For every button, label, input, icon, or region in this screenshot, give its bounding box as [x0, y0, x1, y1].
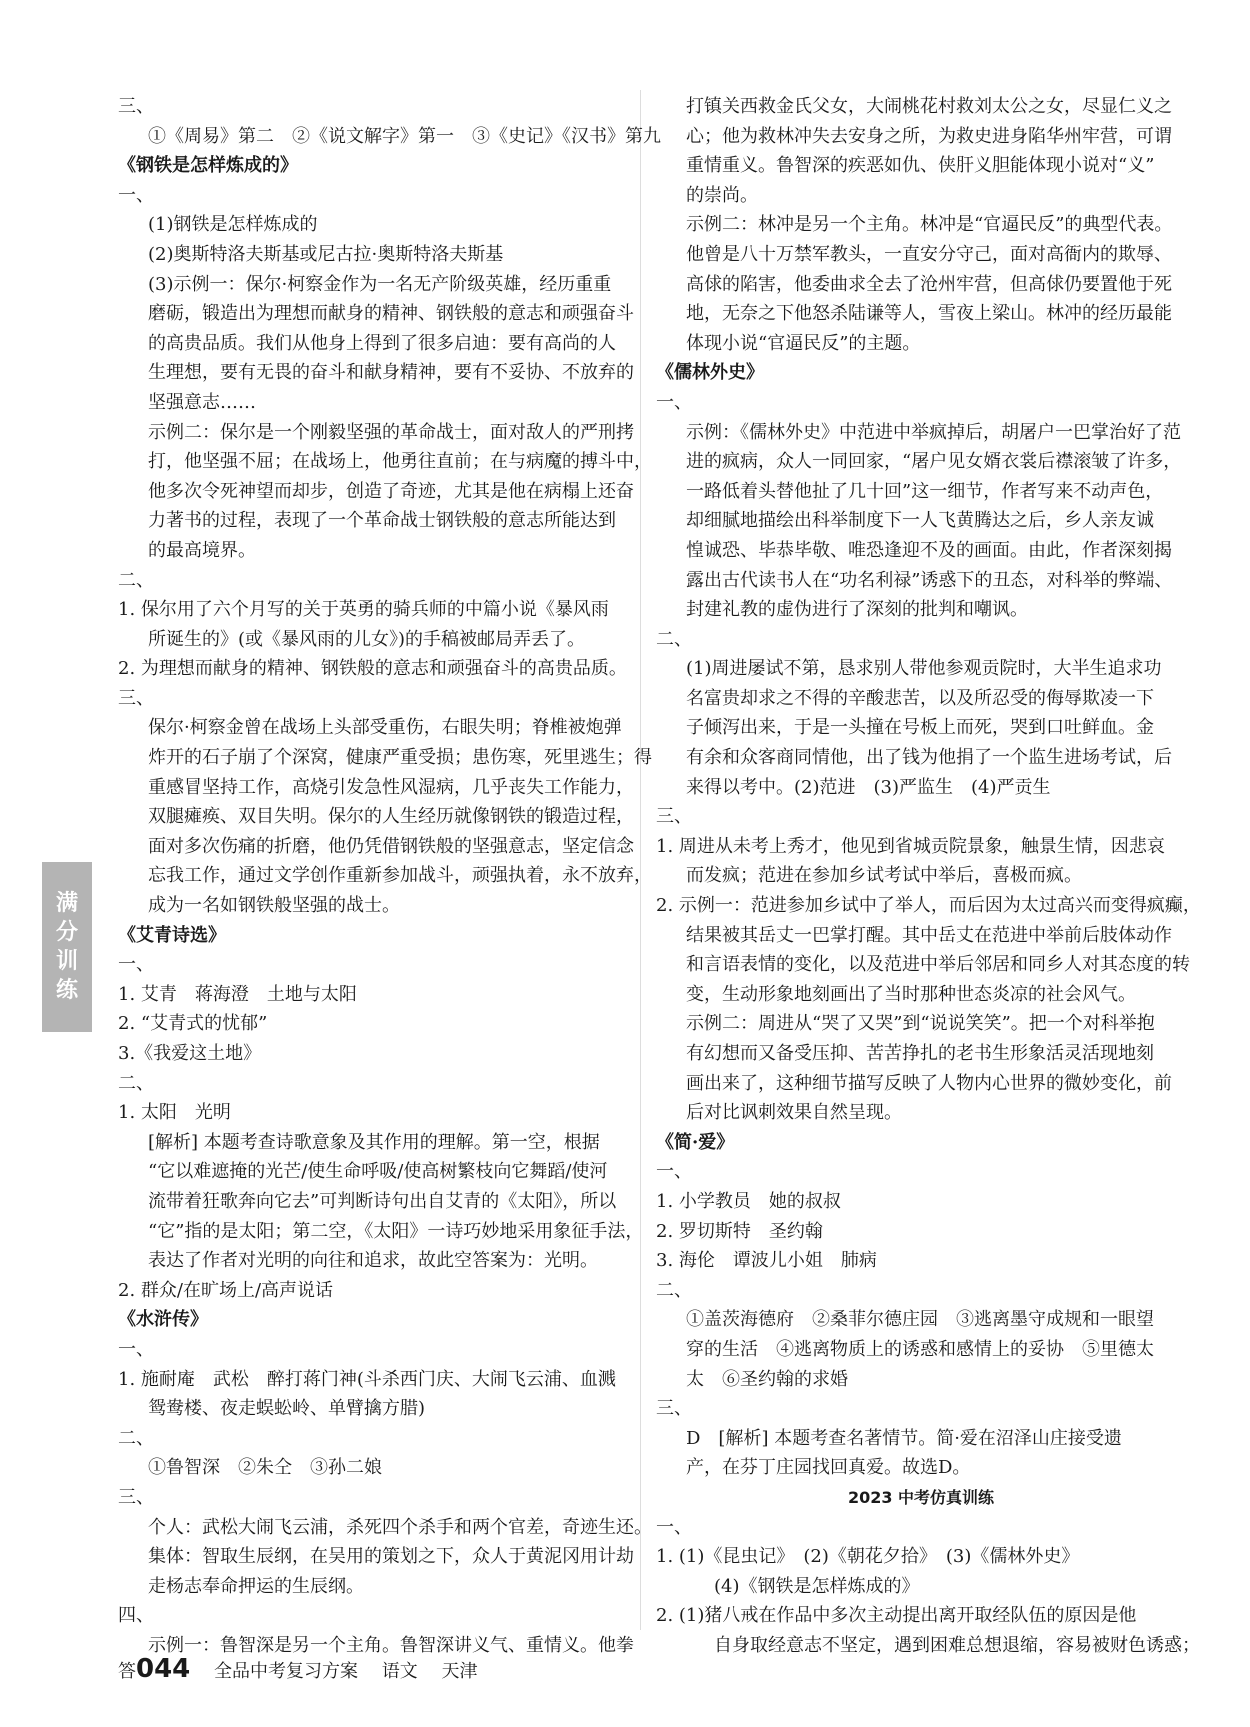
answer-line: 来得以考中。(2)范进 (3)严监生 (4)严贡生 [686, 776, 1051, 798]
sidebar-char: 练 [55, 978, 78, 1003]
page-footer [118, 1654, 477, 1684]
answer-line: 自身取经意志不坚定，遇到困难总想退缩，容易被财色诱惑； [714, 1634, 1200, 1656]
book-section-title: 《艾青诗选》 [118, 924, 226, 946]
left-column [118, 92, 661, 1660]
right-column [656, 92, 1201, 1660]
answer-line: 的崇尚。 [686, 184, 758, 206]
answer-line: ①《周易》第二 ②《说文解字》第一 ③《史记》《汉书》第九 [148, 125, 661, 147]
answer-line: 2. “艾青式的忧郁” [118, 1013, 268, 1035]
answer-line: 所诞生的》(或《暴风雨的儿女》)的手稿被邮局弄丢了。 [148, 628, 586, 650]
answer-line: 后对比讽刺效果自然呈现。 [686, 1102, 902, 1124]
section-heading: 一、 [118, 1338, 154, 1360]
answer-line: 1. 太阳 光明 [118, 1102, 231, 1124]
section-heading: 三、 [118, 687, 154, 709]
answer-line: 集体：智取生辰纲，在吴用的策划之下，众人于黄泥冈用计劫 [148, 1546, 634, 1568]
answer-line: 重感冒坚持工作，高烧引发急性风湿病，几乎丧失工作能力， [148, 776, 634, 798]
answer-line: 流带着狂歌奔向它去”可判断诗句出自艾青的《太阳》，所以 [148, 1190, 617, 1212]
answer-line: 重情重义。鲁智深的疾恶如仇、侠肝义胆能体现小说对“义” [686, 155, 1155, 177]
answer-line: 画出来了，这种细节描写反映了人物内心世界的微妙变化，前 [686, 1072, 1172, 1094]
answer-line: 惶诚恐、毕恭毕敬、唯恐逢迎不及的画面。由此，作者深刻揭 [686, 539, 1172, 561]
answer-line: 体现小说“官逼民反”的主题。 [686, 332, 921, 354]
answer-line: “它”指的是太阳；第二空，《太阳》一诗巧妙地采用象征手法， [148, 1220, 644, 1242]
answer-line: 1. 艾青 蒋海澄 土地与太阳 [118, 983, 357, 1005]
answer-line: 力著书的过程，表现了一个革命战士钢铁般的意志所能达到 [148, 510, 616, 532]
answer-line: 示例二：保尔是一个刚毅坚强的革命战士，面对敌人的严刑拷 [148, 421, 634, 443]
answer-line: 鸳鸯楼、夜走蜈蚣岭、单臂擒方腊) [148, 1398, 426, 1420]
section-heading: 三、 [656, 806, 692, 828]
answer-line: 封建礼教的虚伪进行了深刻的批判和嘲讽。 [686, 599, 1028, 621]
book-title: 全品中考复习方案 [214, 1661, 359, 1682]
answer-line: 子倾泻出来，于是一头撞在号板上而死，哭到口吐鲜血。金 [686, 717, 1154, 739]
answer-line: ①鲁智深 ②朱仝 ③孙二娘 [148, 1457, 382, 1479]
answer-line: 穿的生活 ④逃离物质上的诱惑和感情上的妥协 ⑤里德太 [686, 1338, 1154, 1360]
answer-line: 生理想，要有无畏的奋斗和献身精神，要有不妥协、不放弃的 [148, 362, 634, 384]
answer-line: 心；他为救林冲失去安身之所，为救史进身陷华州牢营，可谓 [686, 125, 1172, 147]
answer-line: 的最高境界。 [148, 539, 256, 561]
answer-line: 进的疯病，众人一同回家，“屠户见女婿衣裳后襟滚皱了许多， [686, 451, 1182, 473]
answer-line: 和言语表情的变化，以及范进中举后邻居和同乡人对其态度的转 [686, 954, 1190, 976]
answer-line: 2. 罗切斯特 圣约翰 [656, 1220, 823, 1242]
section-heading: 三、 [656, 1398, 692, 1420]
section-heading: 一、 [656, 391, 692, 413]
answer-line: 他曾是八十万禁军教头，一直安分守己，面对高衙内的欺辱、 [686, 243, 1172, 265]
section-heading: 二、 [118, 569, 154, 591]
sidebar-char: 满 [55, 891, 78, 916]
page-number: 044 [136, 1654, 191, 1684]
section-heading: 二、 [118, 1072, 154, 1094]
answer-line: 地，无奈之下他怒杀陆谦等人，雪夜上梁山。林冲的经历最能 [686, 303, 1172, 325]
answer-line: 成为一名如钢铁般坚强的战士。 [148, 895, 400, 917]
answer-line: 走杨志奉命押运的生辰纲。 [148, 1575, 364, 1597]
section-heading: 三、 [118, 1486, 154, 1508]
answer-line: ①盖茨海德府 ②桑菲尔德庄园 ③逃离墨守成规和一眼望 [686, 1309, 1154, 1331]
answer-line: 他多次令死神望而却步，创造了奇迹，尤其是他在病榻上还奋 [148, 480, 634, 502]
answer-line: 产，在芬丁庄园找回真爱。故选D。 [686, 1457, 971, 1479]
section-heading: 一、 [656, 1161, 692, 1183]
answer-line: 露出古代读书人在“功名利禄”诱惑下的丑态，对科举的弊端、 [686, 569, 1173, 591]
section-heading: 一、 [656, 1516, 692, 1538]
book-section-title: 《儒林外史》 [656, 362, 764, 384]
sidebar-char: 训 [55, 949, 78, 974]
section-heading: 三、 [118, 96, 154, 117]
book-section-title: 《钢铁是怎样炼成的》 [118, 155, 298, 177]
answer-line: 1. 周进从未考上秀才，他见到省城贡院景象，触景生情，因悲哀 [656, 835, 1165, 857]
answer-line: 名富贵却求之不得的辛酸悲苦，以及所忍受的侮辱欺凌一下 [686, 687, 1154, 709]
answer-line: “它以难遮掩的光芒/使生命呼吸/使高树繁枝向它舞蹈/使河 [148, 1161, 608, 1183]
answer-line: 表达了作者对光明的向往和追求，故此空答案为：光明。 [148, 1250, 598, 1272]
section-heading: 四、 [118, 1605, 154, 1627]
answer-line: 变，生动形象地刻画出了当时那种世态炎凉的社会风气。 [686, 983, 1136, 1005]
answer-line: 有幻想而又备受压抑、苦苦挣扎的老书生形象活灵活现地刻 [686, 1043, 1154, 1064]
answer-line: 1. (1)《昆虫记》 (2)《朝花夕拾》 (3)《儒林外史》 [656, 1546, 1080, 1568]
answer-line: 打，他坚强不屈；在战场上，他勇往直前；在与病魔的搏斗中， [148, 451, 652, 473]
answer-line: 一路低着头替他扯了几十回”这一细节，作者写来不动声色， [686, 480, 1164, 502]
answer-line: 2. (1)猪八戒在作品中多次主动提出离开取经队伍的原因是他 [656, 1605, 1137, 1627]
answer-line: 打镇关西救金氏父女，大闹桃花村救刘太公之女，尽显仁义之 [686, 96, 1172, 117]
answer-line: 3. 海伦 谭波儿小姐 肺病 [656, 1250, 877, 1272]
section-heading: 二、 [656, 1279, 692, 1301]
answer-line: 3.《我爱这土地》 [118, 1043, 262, 1064]
section-heading: 一、 [118, 954, 154, 976]
answer-line: 有余和众客商同情他，出了钱为他捐了一个监生进场考试，后 [686, 747, 1172, 769]
sidebar-char: 分 [55, 920, 78, 945]
answer-line: 结果被其岳丈一巴掌打醒。其中岳丈在范进中举前后肢体动作 [686, 924, 1172, 946]
sidebar-tab [42, 862, 92, 1032]
answer-line: 示例二：林冲是另一个主角。林冲是“官逼民反”的典型代表。 [686, 214, 1173, 236]
answer-line: (4)《钢铁是怎样炼成的》 [714, 1575, 920, 1597]
answer-line: 2. 群众/在旷场上/高声说话 [118, 1279, 334, 1301]
answer-line: 1. 施耐庵 武松 醉打蒋门神(斗杀西门庆、大闹飞云浦、血溅 [118, 1368, 616, 1390]
exam-section-title: 2023 中考仿真训练 [847, 1487, 995, 1507]
answer-line: [解析] 本题考查诗歌意象及其作用的理解。第一空，根据 [148, 1131, 600, 1153]
answer-line: 却细腻地描绘出科举制度下一人飞黄腾达之后，乡人亲友诚 [686, 510, 1154, 532]
answer-line: 磨砺，锻造出为理想而献身的精神、钢铁般的意志和顽强奋斗 [148, 303, 634, 325]
answer-line: 双腿瘫痪、双目失明。保尔的人生经历就像钢铁的锻造过程， [148, 806, 634, 828]
answer-line: 忘我工作，通过文学创作重新参加战斗，顽强执着，永不放弃， [148, 865, 652, 887]
subject: 语文 [381, 1661, 418, 1682]
answer-line: 1. 小学教员 她的叔叔 [656, 1190, 841, 1212]
answer-line: 保尔·柯察金曾在战场上头部受重伤，右眼失明；脊椎被炮弹 [148, 717, 622, 739]
answer-line: (1)周进屡试不第，恳求别人带他参观贡院时，大半生追求功 [686, 658, 1162, 680]
answer-line: 示例：《儒林外史》中范进中举疯掉后，胡屠户一巴掌治好了范 [686, 421, 1181, 443]
answer-line: 2. 为理想而献身的精神、钢铁般的意志和顽强奋斗的高贵品质。 [118, 658, 627, 680]
book-section-title: 《水浒传》 [118, 1309, 208, 1331]
answer-line: 太 ⑥圣约翰的求婚 [686, 1368, 848, 1390]
answer-line: (2)奥斯特洛夫斯基或尼古拉·奥斯特洛夫斯基 [148, 243, 504, 265]
answer-line: 的高贵品质。我们从他身上得到了很多启迪：要有高尚的人 [148, 332, 616, 354]
answer-line: (3)示例一：保尔·柯察金作为一名无产阶级英雄，经历重重 [148, 273, 612, 295]
answer-line: 炸开的石子崩了个深窝，健康严重受损；患伤寒，死里逃生；得 [148, 747, 652, 769]
section-heading: 一、 [118, 184, 154, 206]
answer-line: (1)钢铁是怎样炼成的 [148, 214, 318, 236]
region: 天津 [441, 1661, 478, 1682]
answer-line: 个人：武松大闹飞云浦，杀死四个杀手和两个官差，奇迹生还。 [148, 1516, 652, 1538]
answer-line: 坚强意志…… [148, 391, 256, 413]
book-section-title: 《简·爱》 [656, 1131, 735, 1153]
footer-prefix: 答 [118, 1661, 136, 1682]
answer-line: 2. 示例一：范进参加乡试中了举人，而后因为太过高兴而变得疯癫， [656, 895, 1201, 917]
answer-line: 示例二：周进从“哭了又哭”到“说说笑笑”。把一个对科举抱 [686, 1013, 1155, 1035]
answer-line: 高俅的陷害，他委曲求全去了沧州牢营，但高俅仍要置他于死 [686, 273, 1172, 295]
answer-line: 面对多次伤痛的折磨，他仍凭借钢铁般的坚强意志，坚定信念 [148, 835, 634, 857]
section-heading: 二、 [118, 1427, 154, 1449]
answer-line: D [解析] 本题考查名著情节。简·爱在沼泽山庄接受遗 [686, 1427, 1122, 1449]
answer-line: 示例一：鲁智深是另一个主角。鲁智深讲义气、重情义。他拳 [148, 1634, 634, 1656]
answer-line: 而发疯；范进在参加乡试考试中举后，喜极而疯。 [686, 865, 1082, 887]
section-heading: 二、 [656, 628, 692, 650]
answer-line: 1. 保尔用了六个月写的关于英勇的骑兵师的中篇小说《暴风雨 [118, 599, 609, 621]
